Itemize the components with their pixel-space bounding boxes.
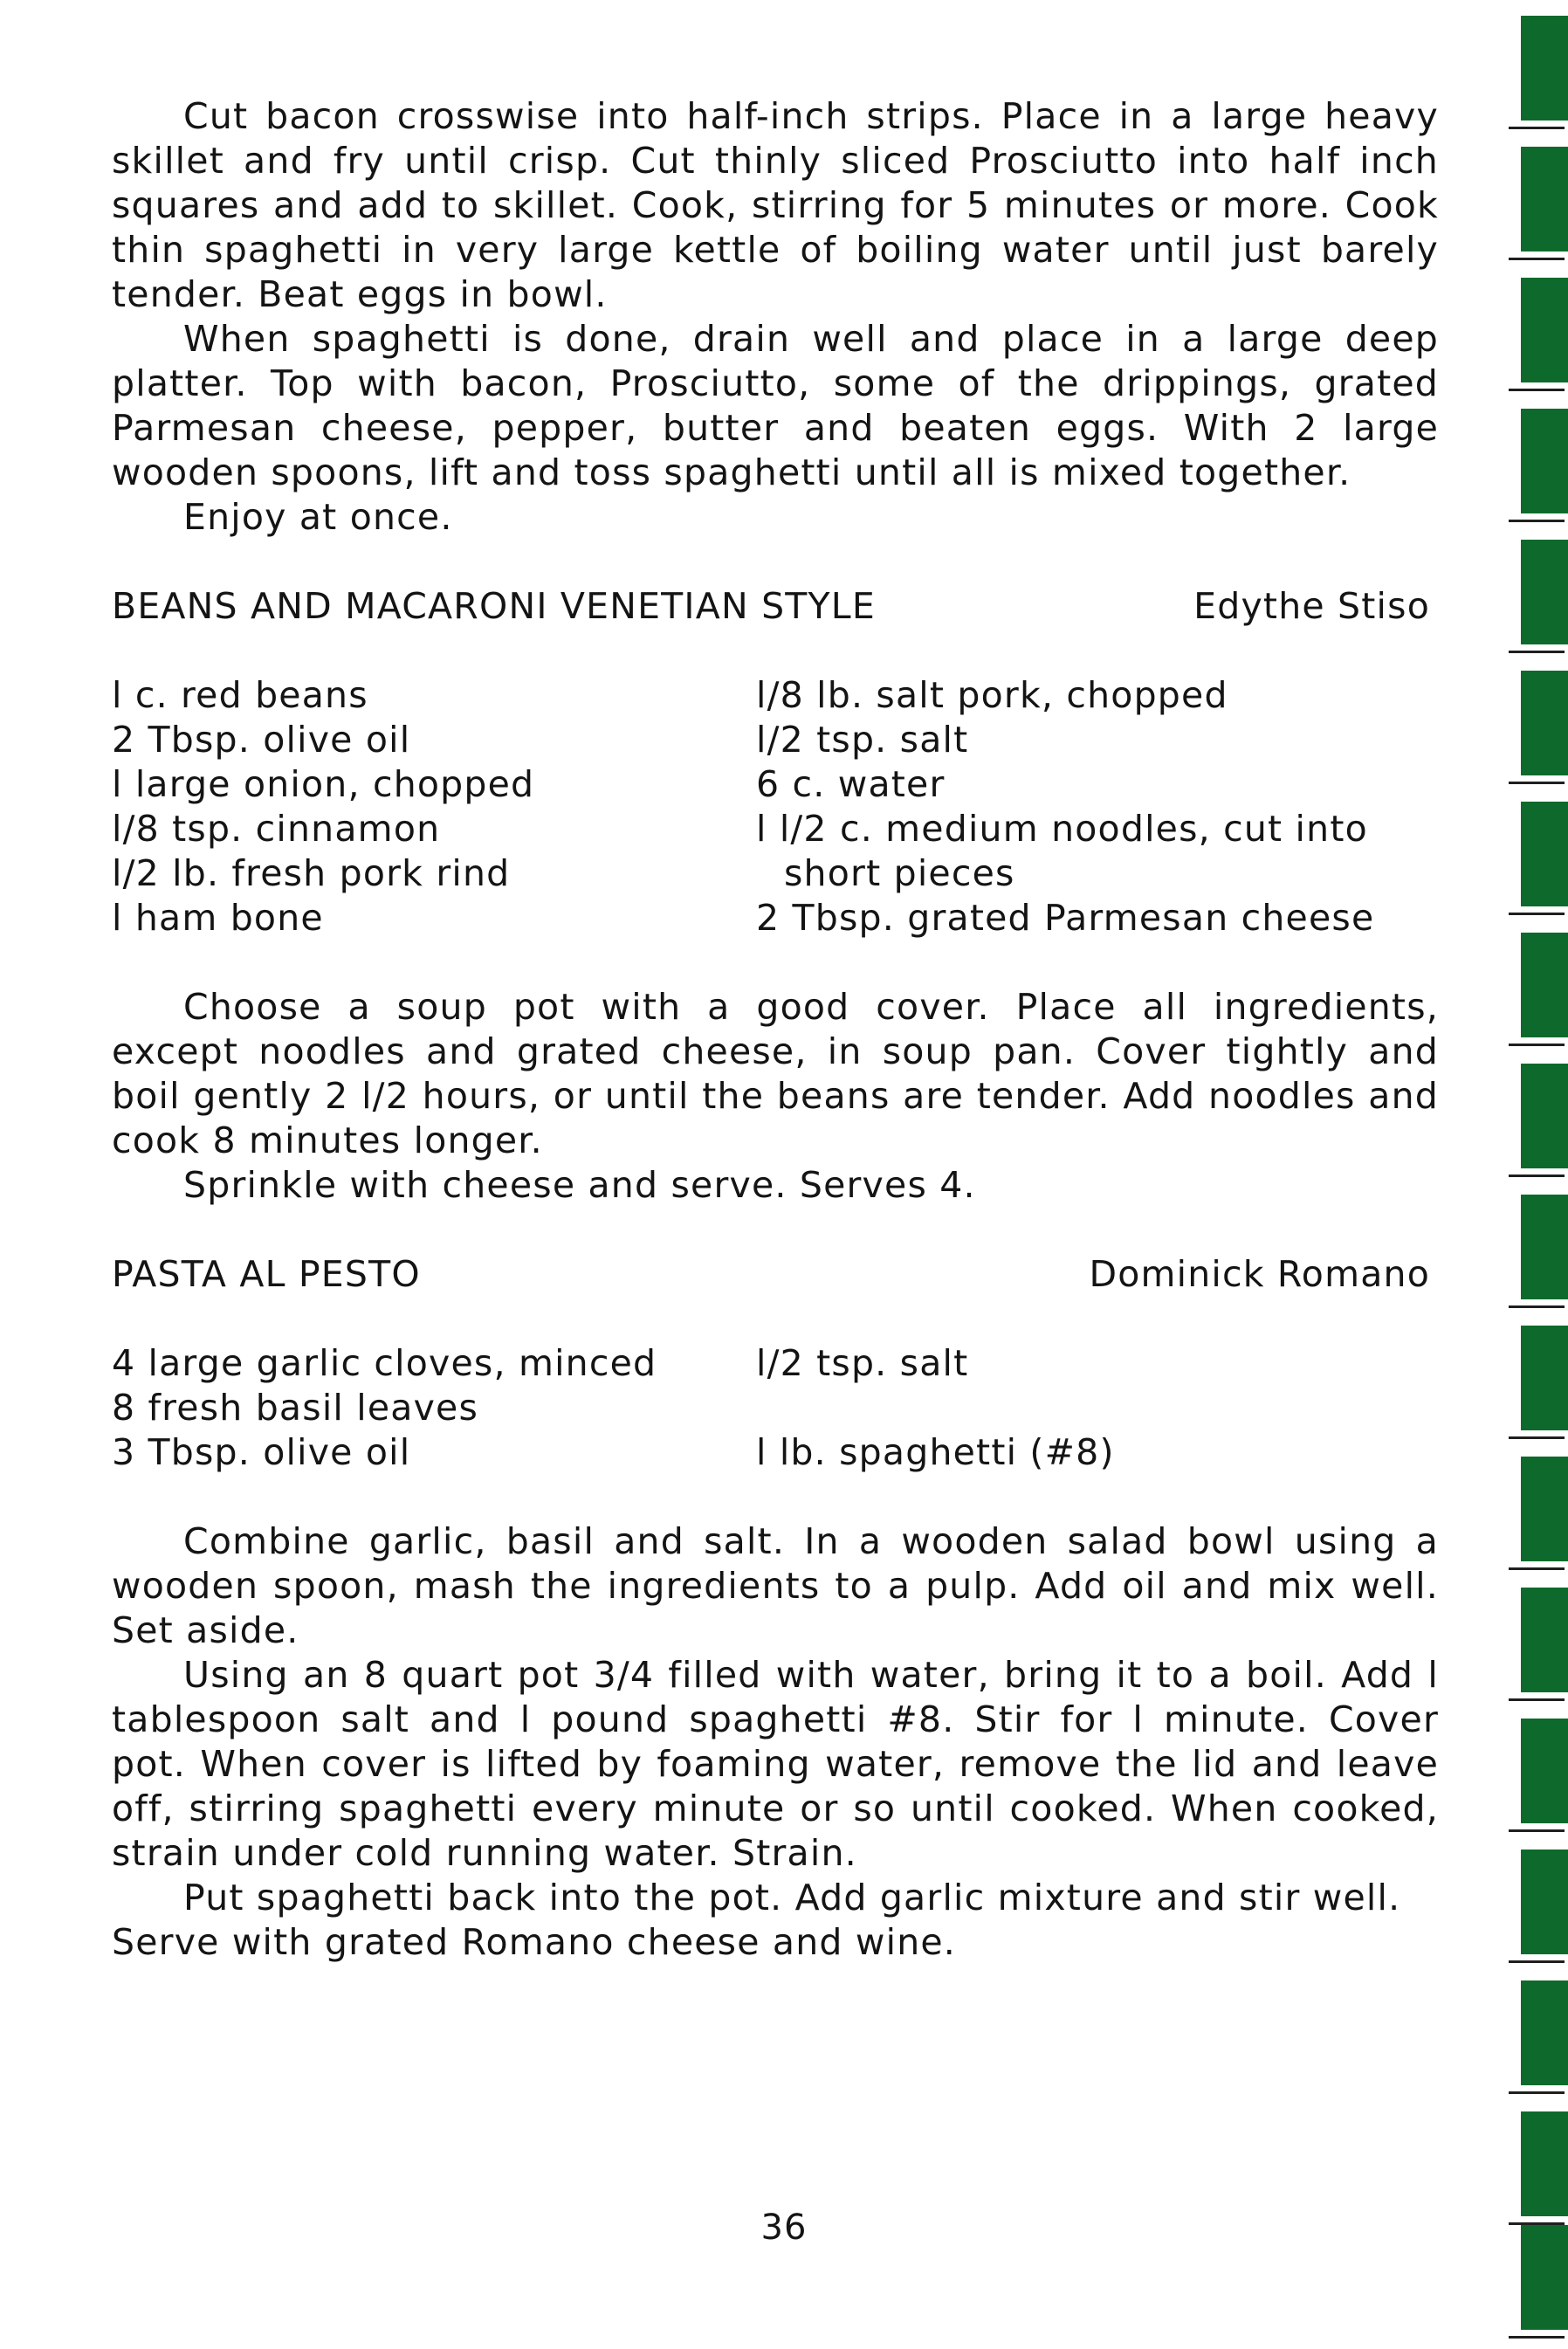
intro-paragraph-2: When spaghetti is done, drain well and place in a large deep platter. Top with bacon, Prosciutto, some of the drippings, grated Parmesan cheese, pepper, butter and beaten eggs. With 2 large wooden spoons, lift and toss spaghetti until all is mixed together. [112,318,1439,493]
ingredient: l l/2 c. medium noodles, cut into [756,808,1368,850]
ingredient: l/2 tsp. salt [756,1342,969,1384]
ingredients-right-column [756,673,1439,940]
ingredients-right-column [756,1341,1439,1475]
method-paragraph: Choose a soup pot with a good cover. Place all ingredients, except noodles and grated cheese, in soup pan. Cover tightly and boil gently 2 l/2 hours, or until the beans are tender. Add noodles and cook 8 minutes longer. [112,986,1439,1161]
ingredients-list [112,673,1439,940]
binding-tab [1521,1064,1568,1168]
recipe-title: PASTA AL PESTO [112,1253,421,1295]
ingredient: 6 c. water [756,763,946,805]
ingredient: l ham bone [112,897,324,939]
ingredient: 8 fresh basil leaves [112,1387,479,1429]
recipe-author: Edythe Stiso [1193,585,1430,627]
method-paragraph: Sprinkle with cheese and serve. Serves 4. [183,1164,976,1206]
intro-paragraph-1: Cut bacon crosswise into half-inch strips. Place in a large heavy skillet and fry until crisp. Cut thinly sliced Prosciutto into half inch squares and add to skillet. Cook, stirring for 5 minutes or more. Cook thin spaghetti in very large kettle of boiling water until just barely tender. Beat eggs in bowl. [112,95,1439,315]
binding-tab [1521,1195,1568,1299]
ingredient-spacer [756,1386,1439,1430]
binding-tab [1521,1850,1568,1954]
ingredients-left-column [112,1341,756,1475]
binding-tab [1521,16,1568,121]
binding-tab [1521,933,1568,1037]
recipe-heading [112,584,1439,629]
ingredient: 2 Tbsp. grated Parmesan cheese [756,897,1375,939]
ingredient: l/8 lb. salt pork, chopped [756,674,1228,716]
ingredient: 2 Tbsp. olive oil [112,719,411,761]
method-paragraph: Combine garlic, basil and salt. In a wooden salad bowl using a wooden spoon, mash the ingredients to a pulp. Add oil and mix well. Set aside. [112,1520,1439,1651]
ingredient: l/2 tsp. salt [756,719,969,761]
binding-tab [1521,409,1568,513]
page-text [112,94,1439,1965]
binding-tab [1521,671,1568,775]
recipe-author: Dominick Romano [1089,1253,1430,1295]
binding-tab [1521,278,1568,382]
ingredients-left-column [112,673,756,940]
binding-tab [1521,802,1568,906]
binding-tab [1521,2225,1568,2330]
method-paragraph: Put spaghetti back into the pot. Add garlic mixture and stir well. Serve with grated Romano cheese and wine. [112,1877,1401,1963]
ingredient: 4 large garlic cloves, minced [112,1342,657,1384]
binding-tab [1521,1719,1568,1823]
binding-tab [1521,1588,1568,1692]
ingredient: l/8 tsp. cinnamon [112,808,441,850]
ingredient: l/2 lb. fresh pork rind [112,852,511,894]
recipe-heading [112,1252,1439,1297]
intro-paragraph-3: Enjoy at once. [183,496,453,538]
page-number: 36 [760,2208,808,2248]
ingredient-continuation: short pieces [784,852,1015,894]
ingredient: l c. red beans [112,674,368,716]
ingredient: l lb. spaghetti (#8) [756,1431,1115,1473]
recipe-title: BEANS AND MACARONI VENETIAN STYLE [112,585,876,627]
binding-tab [1521,1980,1568,2085]
binding-tab [1521,147,1568,251]
ingredients-list [112,1341,1439,1475]
binding-tab [1521,2111,1568,2216]
ingredient: 3 Tbsp. olive oil [112,1431,411,1473]
binding-tab [1521,1326,1568,1430]
binding-tab [1521,540,1568,644]
method-paragraph: Using an 8 quart pot 3/4 filled with water, bring it to a boil. Add l tablespoon salt and l pound spaghetti #8. Stir for l minute. Cover pot. When cover is lifted by foaming water, remove the lid and leave off, stirring spaghetti every minute or so until cooked. When cooked, strain under cold running water. Strain. [112,1654,1439,1874]
binding-tab [1521,1457,1568,1561]
spiral-binding [1498,0,1568,2349]
ingredient: l large onion, chopped [112,763,535,805]
